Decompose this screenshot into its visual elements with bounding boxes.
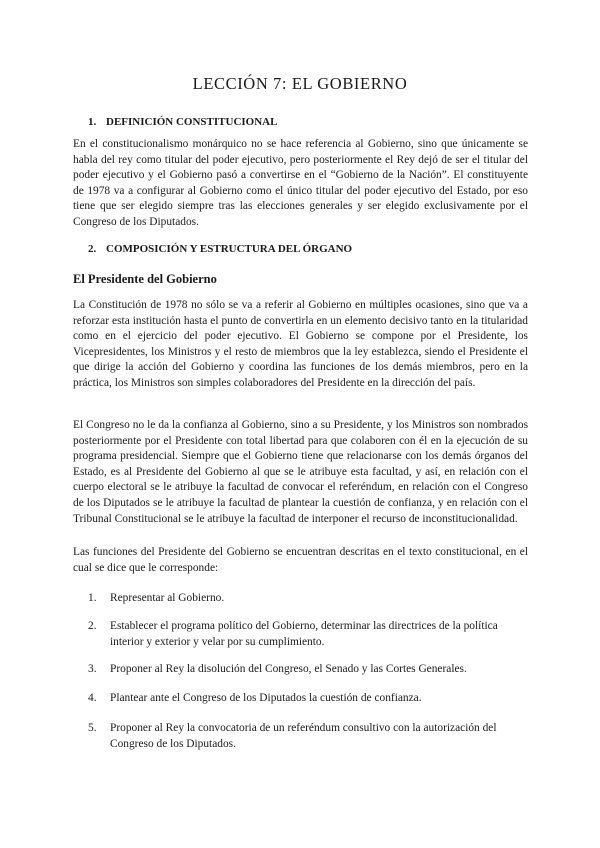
section-number: 2. bbox=[88, 243, 97, 255]
list-text: Establecer el programa político del Gobierno, determinar las directrices de la política interior y exterior y velar por su cumplimiento. bbox=[110, 620, 498, 648]
section-heading-1 bbox=[88, 116, 277, 128]
list-number: 4. bbox=[88, 692, 97, 704]
section-number: 1. bbox=[88, 116, 97, 128]
list-item bbox=[88, 691, 528, 707]
list-number: 5. bbox=[88, 722, 97, 734]
list-number: 2. bbox=[88, 620, 97, 632]
section-title: DEFINICIÓN CONSTITUCIONAL bbox=[106, 116, 278, 128]
section-heading-2 bbox=[88, 243, 352, 255]
list-text: Plantear ante el Congreso de los Diputados la cuestión de confianza. bbox=[110, 692, 422, 704]
list-text: Proponer al Rey la convocatoria de un referéndum consultivo con la autorización del Congreso de los Diputados. bbox=[110, 722, 497, 750]
paragraph-definition: En el constitucionalismo monárquico no se hace referencia al Gobierno, sino que únicamente se habla del rey como titular del poder ejecutivo, pero posteriormente el Rey dejó de ser el titular del poder ejecutivo y el Gobierno pasó a convertirse en el “Gobierno de la Nación”. El constituyente de 1978 va a configurar al Gobierno como el único titular del poder ejecutivo del Estado, por eso tiene que ser elegido siempre tras las elecciones generales y ser elegido exclusivamente por el Congreso de los Diputados. bbox=[73, 138, 528, 228]
list-number: 1. bbox=[88, 592, 97, 604]
list-item bbox=[88, 662, 528, 678]
list-item bbox=[88, 721, 528, 752]
list-item bbox=[88, 591, 528, 607]
list-text: Representar al Gobierno. bbox=[110, 592, 225, 604]
list-number: 3. bbox=[88, 663, 97, 675]
paragraph-constitucion: La Constitución de 1978 no sólo se va a referir al Gobierno en múltiples ocasiones, sino que va a reforzar esta institución hasta el punto de convertirla en un elemento decisivo tanto en la titularidad como en el ejercicio del poder ejecutivo. El Gobierno se compone por el Presidente, los Vicepresidentes, los Ministros y el resto de miembros que la ley establezca, siendo el Presidente el que dirige la acción del Gobierno y coordina las funciones de los demás miembros, pero en la práctica, los Ministros son simples colaboradores del Presidente en la dirección del país. bbox=[73, 299, 528, 389]
section-title: COMPOSICIÓN Y ESTRUCTURA DEL ÓRGANO bbox=[106, 243, 353, 255]
list-text: Proponer al Rey la disolución del Congreso, el Senado y las Cortes Generales. bbox=[110, 663, 467, 675]
page-title: LECCIÓN 7: EL GOBIERNO bbox=[192, 74, 408, 93]
list-item bbox=[88, 619, 528, 650]
paragraph-funciones: Las funciones del Presidente del Gobierno se encuentran descritas en el texto constitucional, en el cual se dice que le corresponde: bbox=[73, 546, 528, 574]
subheading-presidente: El Presidente del Gobierno bbox=[73, 272, 217, 286]
paragraph-congreso: El Congreso no le da la confianza al Gobierno, sino a su Presidente, y los Ministros son nombrados posteriormente por el Presidente con total libertad para que colaboren con él en la ejecución de su programa presidencial. Siempre que el Gobierno tiene que relacionarse con los demás órganos del Estado, es al Presidente del Gobierno al que se le atribuye esta facultad, y así, en relación con el cuerpo electoral se le atribuye la facultad de convocar el referéndum, en relación con el Congreso de los Diputados se le atribuye la facultad de plantear la cuestión de confianza, y en relación con el Tribunal Constitucional se le atribuye la facultad de interponer el recurso de inconstitucionalidad. bbox=[73, 419, 528, 525]
